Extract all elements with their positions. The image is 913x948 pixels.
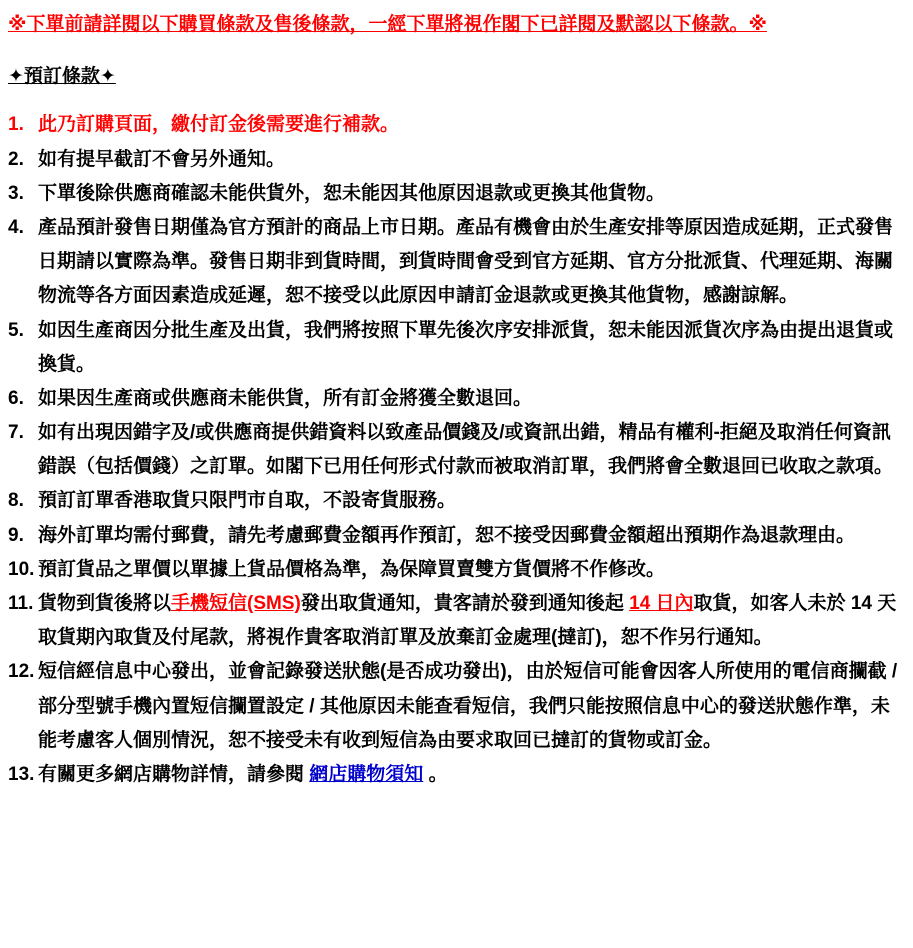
term-item-4	[8, 211, 899, 314]
term-text	[38, 484, 899, 518]
term-text	[38, 382, 899, 416]
term-text-segment: 有關更多網店購物詳情，請參閱	[38, 763, 310, 785]
term-number: 6.	[8, 387, 24, 409]
term-text-segment: 短信經信息中心發出，並會記錄發送狀態(是否成功發出)，由於短信可能會因客人所使用的電信商攔截 / 部分型號手機內置短信攔置設定 / 其他原因未能查看短信，我們只能按照信息中心的發送狀態作準，未能考慮客人個別情況，恕不接受未有收到短信為由要求取回已撻訂的貨物或訂金。	[38, 661, 898, 751]
term-text-segment: 預訂訂單香港取貨只限門市自取，不設寄貨服務。	[38, 490, 457, 512]
term-item-2	[8, 143, 899, 177]
term-item-9	[8, 519, 899, 553]
term-text	[38, 108, 899, 142]
term-text-segment: 下單後除供應商確認未能供貨外，恕未能因其他原因退款或更換其他貨物。	[38, 182, 666, 204]
term-number: 5.	[8, 319, 24, 341]
term-number: 10.	[8, 558, 35, 580]
term-item-7	[8, 416, 899, 484]
term-text-segment: 。	[423, 763, 448, 785]
term-text-segment: 如有提早截訂不會另外通知。	[38, 148, 286, 170]
term-number: 8.	[8, 490, 24, 512]
term-text	[38, 211, 899, 314]
highlighted-text: 手機短信(SMS)	[171, 593, 301, 614]
term-number: 2.	[8, 148, 24, 170]
term-text	[38, 587, 899, 655]
term-item-3	[8, 177, 899, 211]
term-text	[38, 758, 899, 792]
term-item-1	[8, 108, 899, 142]
shop-guide-link[interactable]: 網店購物須知	[309, 763, 424, 785]
term-text	[38, 655, 899, 758]
term-text-segment: 海外訂單均需付郵費，請先考慮郵費金額再作預訂，恕不接受因郵費金額超出預期作為退款理由。	[38, 524, 856, 546]
term-text	[38, 177, 899, 211]
term-text-segment: 發出取貨通知，貴客請於發到通知後起	[300, 593, 630, 614]
term-text-segment: 此乃訂購頁面，繳付訂金後需要進行補款。	[38, 114, 400, 136]
term-text-segment: 如有出現因錯字及/或供應商提供錯資料以致產品價錢及/或資訊出錯，精品有權利-拒絕及取消任何資訊錯誤（包括價錢）之訂單。如閣下已用任何形式付款而被取消訂單，我們將會全數退回已收取之款項。	[38, 422, 894, 478]
term-text	[38, 519, 899, 553]
term-number: 13.	[8, 763, 35, 785]
terms-page	[8, 8, 899, 792]
term-text	[38, 416, 899, 484]
term-text-segment: 預訂貨品之單價以單據上貨品價格為準，為保障買賣雙方貨價將不作修改。	[38, 558, 666, 580]
term-number: 7.	[8, 422, 24, 444]
term-number: 12.	[8, 661, 35, 683]
term-number: 3.	[8, 182, 24, 204]
term-text	[38, 314, 899, 382]
term-text-segment: 產品預計發售日期僅為官方預計的商品上市日期。產品有機會由於生產安排等原因造成延期，正式發售日期請以實際為準。發售日期非到貨時間，到貨時間會受到官方延期、官方分批派貨、代理延期、海關物流等各方面因素造成延遲，恕不接受以此原因申請訂金退款或更換其他貨物，感謝諒解。	[38, 216, 894, 307]
term-item-5	[8, 314, 899, 382]
term-text	[38, 553, 899, 587]
term-item-10	[8, 553, 899, 587]
term-number: 11.	[8, 593, 34, 614]
term-text-segment: 貨物到貨後將以	[38, 593, 172, 614]
term-item-6	[8, 382, 899, 416]
term-item-13	[8, 758, 899, 792]
term-text	[38, 143, 899, 177]
terms-list	[8, 108, 899, 792]
term-item-12	[8, 655, 899, 758]
term-number: 4.	[8, 216, 24, 238]
term-item-8	[8, 484, 899, 518]
page-title: ※下單前請詳閱以下購買條款及售後條款，一經下單將視作閣下已詳閱及默認以下條款。※	[8, 14, 767, 35]
term-text-segment: 如果因生產商或供應商未能供貨，所有訂金將獲全數退回。	[38, 387, 533, 409]
term-number: 9.	[8, 524, 24, 546]
term-item-11	[8, 587, 899, 655]
term-number: 1.	[8, 114, 24, 136]
term-text-segment: 如因生產商因分批生產及出貨，我們將按照下單先後次序安排派貨，恕未能因派貨次序為由提出退貨或換貨。	[38, 319, 894, 375]
section-header-preorder-terms: ✦預訂條款✦	[8, 66, 116, 88]
highlighted-text: 14 日內	[629, 593, 694, 614]
term-text-segment: 取貨，如客人未於 14 天取貨期內取貨及付尾款，將視作貴客取消訂單及放棄訂金處理(撻訂)，恕不作另行通知。	[38, 593, 897, 649]
